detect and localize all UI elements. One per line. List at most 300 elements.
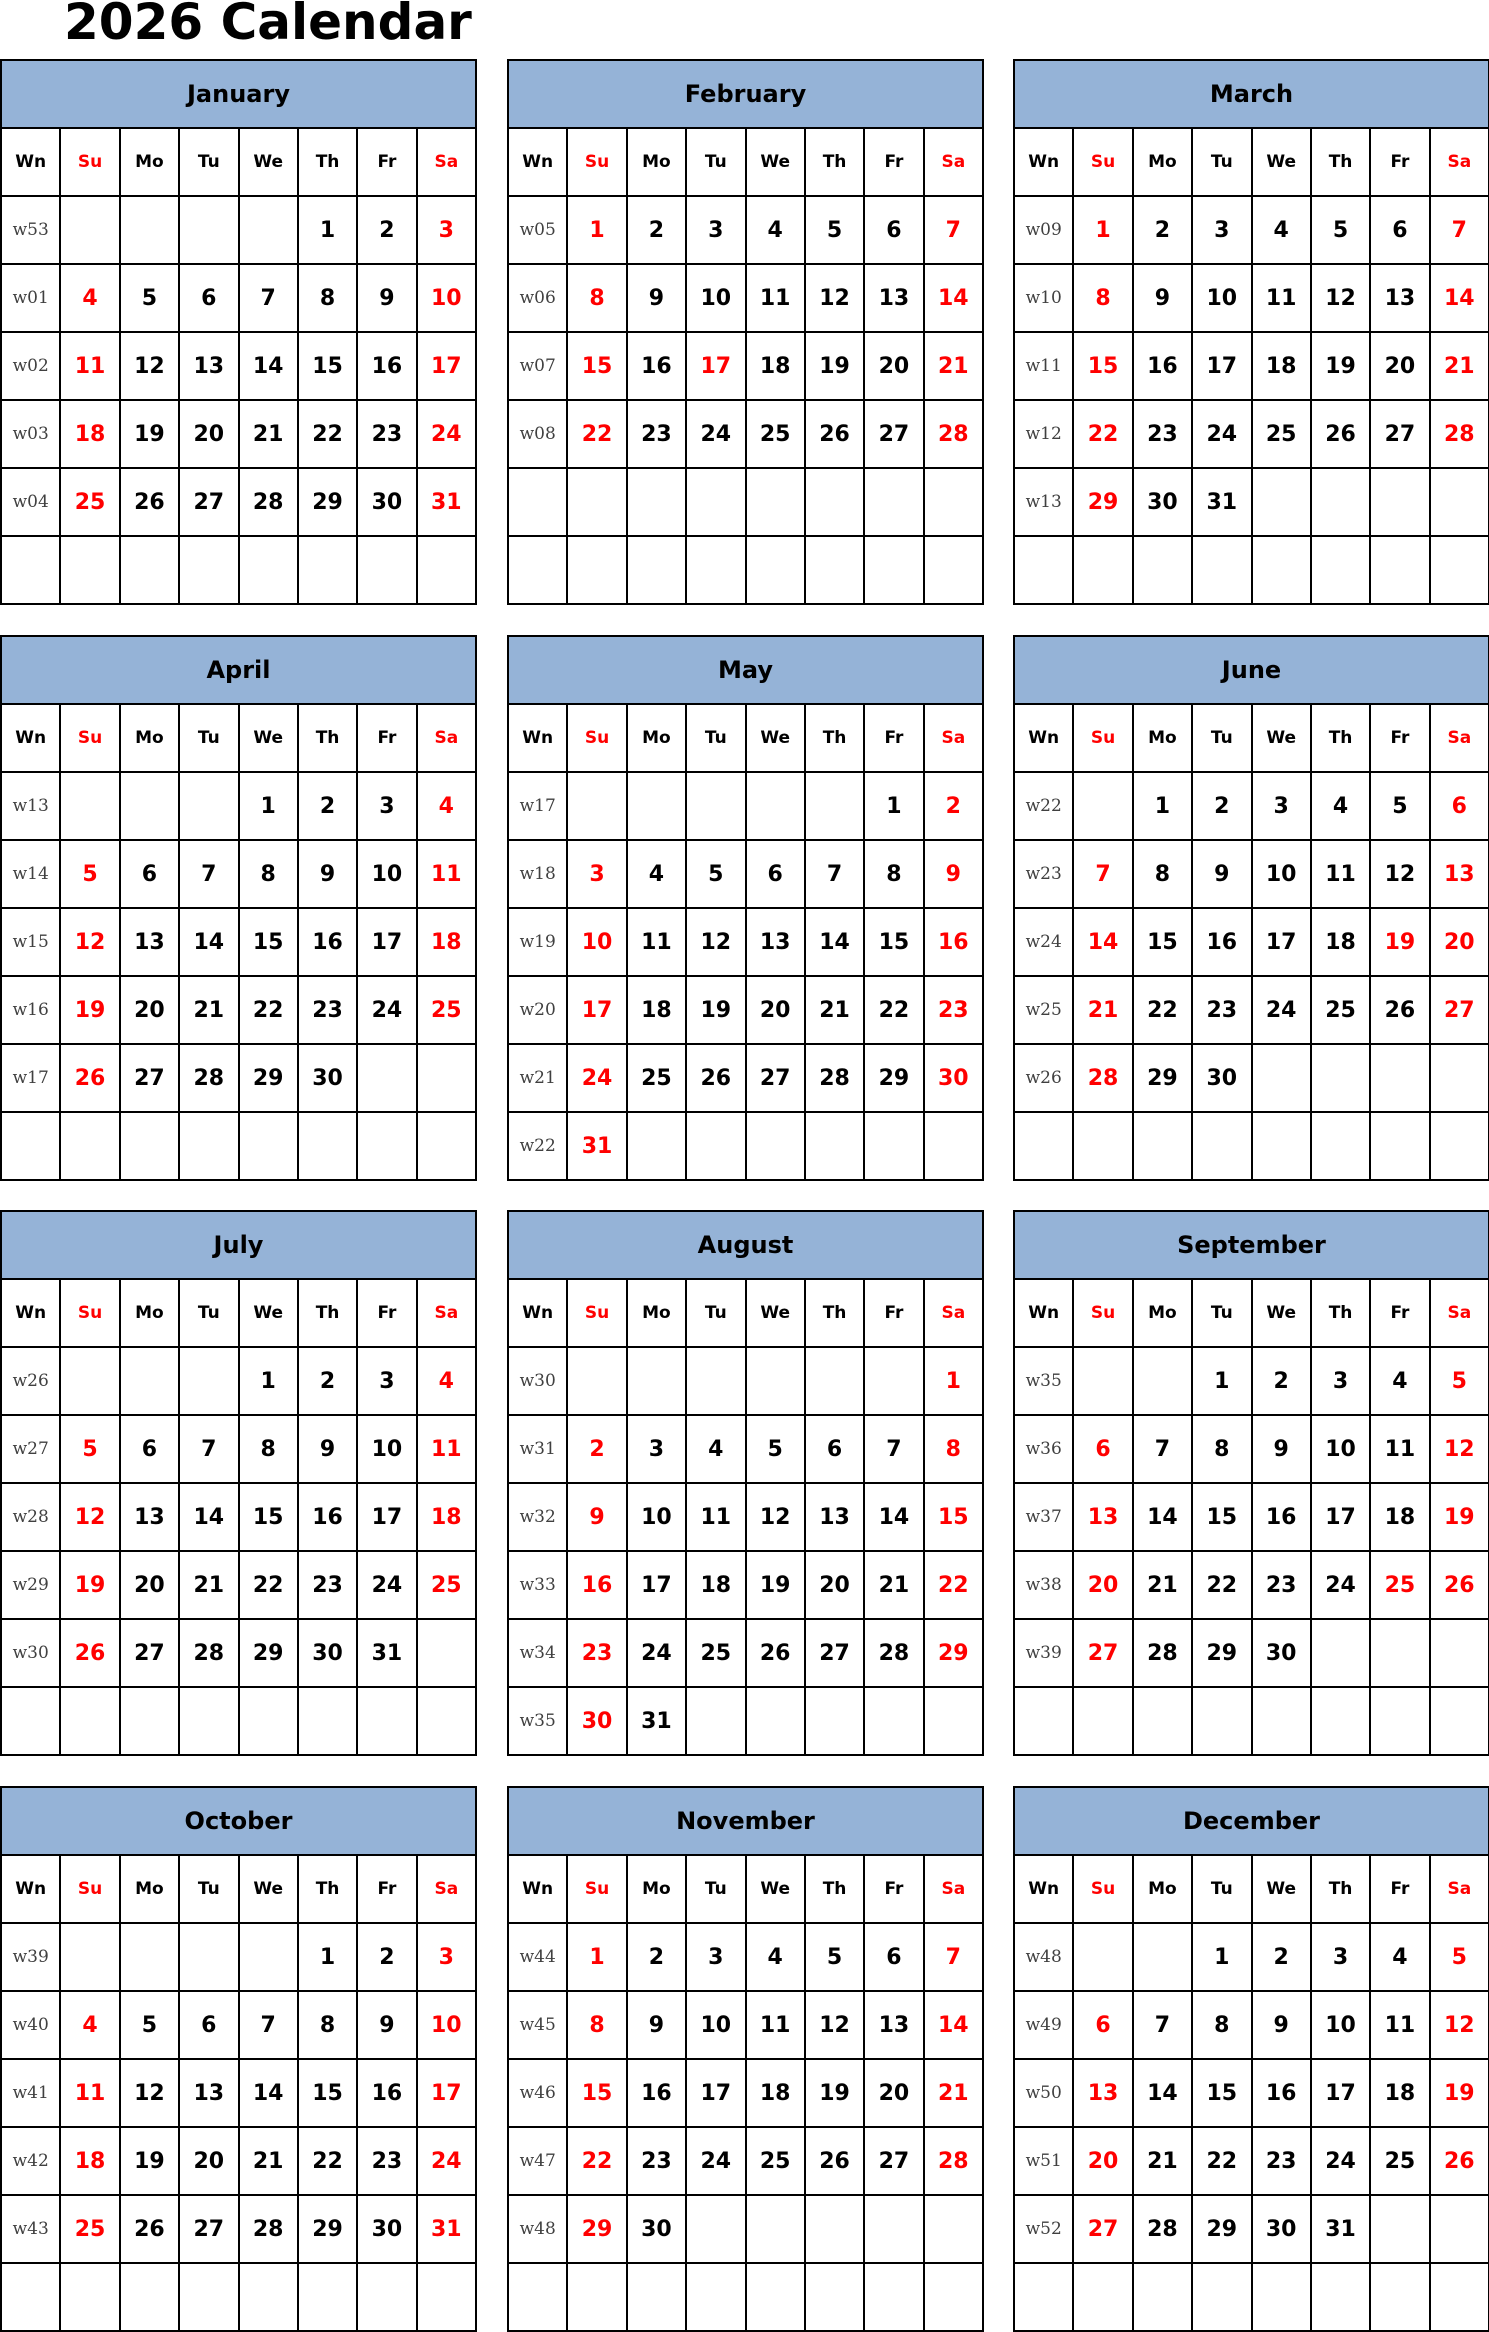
day-cell: 3 <box>627 1415 686 1483</box>
day-cell: 17 <box>627 1551 686 1619</box>
week-row <box>508 2059 983 2127</box>
day-cell: 7 <box>805 840 864 908</box>
day-cell: 23 <box>298 976 357 1044</box>
day-cell <box>357 536 416 604</box>
week-number: w20 <box>508 976 567 1044</box>
week-row <box>1014 1415 1489 1483</box>
day-cell: 9 <box>627 264 686 332</box>
day-cell: 23 <box>357 2127 416 2195</box>
weekday-header: Tu <box>1192 704 1251 772</box>
day-cell: 13 <box>746 908 805 976</box>
day-cell: 13 <box>864 264 923 332</box>
weekday-header: Sa <box>417 128 476 196</box>
weekday-header: Th <box>1311 1279 1370 1347</box>
day-cell <box>746 468 805 536</box>
day-cell: 20 <box>120 976 179 1044</box>
day-cell: 29 <box>298 468 357 536</box>
day-cell <box>1073 1112 1132 1180</box>
week-row <box>1 840 476 908</box>
day-cell: 8 <box>1192 1991 1251 2059</box>
week-number: w44 <box>508 1923 567 1991</box>
week-row <box>1 1415 476 1483</box>
day-cell: 7 <box>179 840 238 908</box>
week-row <box>1014 400 1489 468</box>
day-cell: 11 <box>1370 1415 1429 1483</box>
week-row <box>1014 1991 1489 2059</box>
weekday-header: Sa <box>924 128 983 196</box>
month-july <box>0 1210 477 1754</box>
weekday-header: Wn <box>508 128 567 196</box>
weekday-header: Fr <box>357 704 416 772</box>
day-cell <box>120 1347 179 1415</box>
day-cell <box>60 2263 119 2331</box>
day-cell <box>417 1619 476 1687</box>
day-cell: 28 <box>239 468 298 536</box>
day-cell: 25 <box>686 1619 745 1687</box>
weekday-header: Su <box>567 1279 626 1347</box>
day-cell: 21 <box>239 400 298 468</box>
day-cell: 24 <box>567 1044 626 1112</box>
day-cell <box>1133 2263 1192 2331</box>
weekday-header: Th <box>805 1855 864 1923</box>
week-number: w27 <box>1 1415 60 1483</box>
day-cell: 16 <box>627 2059 686 2127</box>
day-cell <box>864 2263 923 2331</box>
day-cell: 1 <box>239 772 298 840</box>
day-cell: 17 <box>1311 2059 1370 2127</box>
day-cell: 19 <box>60 976 119 1044</box>
week-number: w30 <box>508 1347 567 1415</box>
day-cell <box>60 1347 119 1415</box>
day-cell: 30 <box>1192 1044 1251 1112</box>
day-cell: 26 <box>120 2195 179 2263</box>
day-cell: 14 <box>1133 2059 1192 2127</box>
day-cell <box>179 2263 238 2331</box>
day-cell: 11 <box>60 332 119 400</box>
day-cell <box>1252 2263 1311 2331</box>
day-cell: 23 <box>1133 400 1192 468</box>
week-number: w04 <box>1 468 60 536</box>
day-cell: 15 <box>1133 908 1192 976</box>
day-cell <box>1430 1112 1489 1180</box>
week-number: w40 <box>1 1991 60 2059</box>
weekday-header: Sa <box>417 704 476 772</box>
day-cell <box>298 1112 357 1180</box>
day-cell: 16 <box>627 332 686 400</box>
day-cell: 12 <box>1311 264 1370 332</box>
week-number: w37 <box>1014 1483 1073 1551</box>
day-cell: 11 <box>60 2059 119 2127</box>
weekday-header: Fr <box>864 128 923 196</box>
day-cell: 30 <box>627 2195 686 2263</box>
day-cell <box>686 1687 745 1755</box>
day-cell: 9 <box>298 1415 357 1483</box>
day-cell: 8 <box>1073 264 1132 332</box>
month-table <box>507 635 984 1181</box>
day-cell <box>1370 1687 1429 1755</box>
day-cell: 24 <box>1252 976 1311 1044</box>
day-cell: 8 <box>567 264 626 332</box>
day-cell: 3 <box>567 840 626 908</box>
day-cell: 24 <box>1311 2127 1370 2195</box>
day-cell <box>864 1687 923 1755</box>
day-cell: 23 <box>627 2127 686 2195</box>
month-name: September <box>1014 1211 1489 1279</box>
weekday-header: Wn <box>508 1279 567 1347</box>
day-cell <box>1311 536 1370 604</box>
day-cell: 10 <box>1311 1991 1370 2059</box>
day-cell: 19 <box>1430 1483 1489 1551</box>
day-cell: 26 <box>805 400 864 468</box>
day-cell <box>60 1923 119 1991</box>
day-cell: 8 <box>864 840 923 908</box>
week-row <box>1 772 476 840</box>
day-cell: 27 <box>805 1619 864 1687</box>
day-cell <box>805 2195 864 2263</box>
week-row <box>508 536 983 604</box>
day-cell: 14 <box>805 908 864 976</box>
day-cell: 17 <box>686 2059 745 2127</box>
day-cell: 16 <box>1192 908 1251 976</box>
day-cell: 14 <box>1133 1483 1192 1551</box>
weekday-header: Th <box>805 1279 864 1347</box>
day-cell: 14 <box>924 1991 983 2059</box>
day-cell: 20 <box>864 2059 923 2127</box>
day-cell: 15 <box>567 2059 626 2127</box>
weekday-header: Su <box>567 704 626 772</box>
weekday-header: Mo <box>1133 1855 1192 1923</box>
day-cell <box>686 2263 745 2331</box>
day-cell <box>567 536 626 604</box>
weekday-header: Su <box>60 128 119 196</box>
weekday-header: Wn <box>1014 128 1073 196</box>
day-cell <box>746 1347 805 1415</box>
day-cell: 9 <box>1133 264 1192 332</box>
week-row <box>508 976 983 1044</box>
day-cell <box>746 536 805 604</box>
day-cell: 28 <box>864 1619 923 1687</box>
day-cell: 10 <box>567 908 626 976</box>
day-cell <box>627 2263 686 2331</box>
weekday-header: Su <box>1073 1279 1132 1347</box>
day-cell: 1 <box>1073 196 1132 264</box>
week-number: w51 <box>1014 2127 1073 2195</box>
week-number: w16 <box>1 976 60 1044</box>
weekday-header: Fr <box>864 704 923 772</box>
day-cell: 13 <box>864 1991 923 2059</box>
day-cell: 3 <box>417 196 476 264</box>
day-cell: 2 <box>627 1923 686 1991</box>
day-cell: 31 <box>1192 468 1251 536</box>
day-cell <box>746 2263 805 2331</box>
week-row <box>508 1551 983 1619</box>
weekday-header: We <box>746 1855 805 1923</box>
day-cell: 4 <box>746 196 805 264</box>
day-cell <box>239 1923 298 1991</box>
week-row <box>1014 976 1489 1044</box>
day-cell <box>1073 1687 1132 1755</box>
day-cell <box>1311 2263 1370 2331</box>
day-cell: 3 <box>686 196 745 264</box>
week-number: w34 <box>508 1619 567 1687</box>
day-cell: 2 <box>1252 1347 1311 1415</box>
day-cell: 5 <box>1370 772 1429 840</box>
day-cell <box>1370 1619 1429 1687</box>
day-cell: 3 <box>1311 1923 1370 1991</box>
day-cell: 5 <box>746 1415 805 1483</box>
day-cell: 17 <box>417 2059 476 2127</box>
day-cell <box>1252 1044 1311 1112</box>
week-number: w46 <box>508 2059 567 2127</box>
day-cell: 6 <box>179 1991 238 2059</box>
week-row <box>1 1483 476 1551</box>
day-cell <box>1370 1044 1429 1112</box>
week-number: w36 <box>1014 1415 1073 1483</box>
week-row <box>1014 1112 1489 1180</box>
weekday-header: Tu <box>179 1279 238 1347</box>
day-cell: 19 <box>805 332 864 400</box>
day-cell: 18 <box>417 908 476 976</box>
day-cell: 25 <box>746 400 805 468</box>
day-cell: 10 <box>357 1415 416 1483</box>
day-cell: 11 <box>1370 1991 1429 2059</box>
week-number: w15 <box>1 908 60 976</box>
day-cell <box>1430 1044 1489 1112</box>
day-cell: 22 <box>864 976 923 1044</box>
day-cell: 29 <box>1192 1619 1251 1687</box>
day-cell: 16 <box>298 1483 357 1551</box>
day-cell: 26 <box>1370 976 1429 1044</box>
month-october <box>0 1786 477 2330</box>
week-number <box>508 2263 567 2331</box>
day-cell: 25 <box>1370 1551 1429 1619</box>
weekday-header: Su <box>1073 704 1132 772</box>
day-cell: 28 <box>1430 400 1489 468</box>
day-cell: 5 <box>1430 1923 1489 1991</box>
day-cell: 18 <box>746 2059 805 2127</box>
weekday-header: Sa <box>924 704 983 772</box>
week-number: w35 <box>508 1687 567 1755</box>
day-cell <box>805 2263 864 2331</box>
day-cell: 4 <box>686 1415 745 1483</box>
day-cell <box>417 1112 476 1180</box>
weekday-header: Mo <box>1133 704 1192 772</box>
day-cell: 7 <box>924 1923 983 1991</box>
week-row <box>1014 1923 1489 1991</box>
day-cell <box>357 2263 416 2331</box>
day-cell: 24 <box>627 1619 686 1687</box>
weekday-header: Mo <box>627 128 686 196</box>
day-cell: 27 <box>1073 2195 1132 2263</box>
day-cell <box>417 1044 476 1112</box>
day-cell: 15 <box>864 908 923 976</box>
day-cell: 6 <box>1073 1415 1132 1483</box>
month-table <box>0 59 477 605</box>
weekday-header: We <box>1252 1855 1311 1923</box>
weekday-header: Th <box>1311 1855 1370 1923</box>
day-cell: 5 <box>120 264 179 332</box>
week-number: w48 <box>1014 1923 1073 1991</box>
day-cell: 11 <box>417 840 476 908</box>
weekday-header: Fr <box>1370 1279 1429 1347</box>
day-cell <box>120 1112 179 1180</box>
month-name: December <box>1014 1787 1489 1855</box>
day-cell: 24 <box>357 1551 416 1619</box>
weekday-header: We <box>1252 1279 1311 1347</box>
day-cell <box>864 1347 923 1415</box>
day-cell <box>746 772 805 840</box>
week-row <box>1 2195 476 2263</box>
day-cell: 22 <box>1133 976 1192 1044</box>
week-row <box>508 1923 983 1991</box>
week-row <box>508 332 983 400</box>
day-cell: 15 <box>924 1483 983 1551</box>
month-name: April <box>1 636 476 704</box>
day-cell <box>864 536 923 604</box>
day-cell <box>179 196 238 264</box>
week-row <box>1 1551 476 1619</box>
day-cell <box>1252 536 1311 604</box>
week-row <box>1014 908 1489 976</box>
week-row <box>1 1347 476 1415</box>
day-cell: 1 <box>298 196 357 264</box>
day-cell: 22 <box>1073 400 1132 468</box>
day-cell <box>179 1112 238 1180</box>
day-cell: 20 <box>864 332 923 400</box>
month-january <box>0 59 477 603</box>
day-cell <box>1430 2195 1489 2263</box>
week-row <box>1014 1347 1489 1415</box>
day-cell: 21 <box>179 1551 238 1619</box>
day-cell <box>1430 1619 1489 1687</box>
week-row <box>1 536 476 604</box>
day-cell <box>298 536 357 604</box>
day-cell: 7 <box>239 1991 298 2059</box>
day-cell: 21 <box>1430 332 1489 400</box>
day-cell <box>627 1112 686 1180</box>
week-number <box>1 1112 60 1180</box>
day-cell <box>805 772 864 840</box>
month-june <box>1013 635 1489 1179</box>
weekday-header: Su <box>60 1855 119 1923</box>
day-cell: 4 <box>417 772 476 840</box>
day-cell: 19 <box>60 1551 119 1619</box>
day-cell: 11 <box>1252 264 1311 332</box>
day-cell: 22 <box>239 1551 298 1619</box>
day-cell <box>1311 1112 1370 1180</box>
weekday-header: Mo <box>120 1279 179 1347</box>
day-cell <box>924 1687 983 1755</box>
weekday-header: Sa <box>417 1279 476 1347</box>
day-cell: 12 <box>120 332 179 400</box>
week-row <box>1 1112 476 1180</box>
day-cell: 10 <box>1192 264 1251 332</box>
week-number: w42 <box>1 2127 60 2195</box>
day-cell: 23 <box>924 976 983 1044</box>
day-cell: 16 <box>567 1551 626 1619</box>
day-cell: 14 <box>864 1483 923 1551</box>
day-cell: 6 <box>1073 1991 1132 2059</box>
week-number: w25 <box>1014 976 1073 1044</box>
day-cell: 20 <box>805 1551 864 1619</box>
weekday-header: Su <box>60 1279 119 1347</box>
weekday-header: We <box>239 704 298 772</box>
week-row <box>508 2263 983 2331</box>
day-cell: 29 <box>924 1619 983 1687</box>
weekday-header: Fr <box>864 1855 923 1923</box>
week-number: w03 <box>1 400 60 468</box>
day-cell: 31 <box>417 468 476 536</box>
week-number <box>1 1687 60 1755</box>
day-cell <box>686 468 745 536</box>
day-cell: 12 <box>1370 840 1429 908</box>
day-cell: 4 <box>1370 1923 1429 1991</box>
month-name: October <box>1 1787 476 1855</box>
week-row <box>1014 2059 1489 2127</box>
day-cell <box>686 772 745 840</box>
day-cell: 26 <box>60 1044 119 1112</box>
day-cell: 19 <box>1430 2059 1489 2127</box>
day-cell: 12 <box>1430 1991 1489 2059</box>
day-cell: 5 <box>60 1415 119 1483</box>
week-row <box>508 2127 983 2195</box>
day-cell <box>239 1112 298 1180</box>
day-cell: 29 <box>864 1044 923 1112</box>
day-cell <box>1133 1112 1192 1180</box>
day-cell: 17 <box>1311 1483 1370 1551</box>
weekday-header: Su <box>567 128 626 196</box>
day-cell: 13 <box>179 332 238 400</box>
day-cell: 18 <box>60 400 119 468</box>
day-cell: 25 <box>627 1044 686 1112</box>
day-cell: 5 <box>60 840 119 908</box>
day-cell <box>864 1112 923 1180</box>
day-cell: 17 <box>357 908 416 976</box>
day-cell: 17 <box>357 1483 416 1551</box>
day-cell: 28 <box>805 1044 864 1112</box>
weekday-header: Tu <box>686 1855 745 1923</box>
week-number: w17 <box>1 1044 60 1112</box>
week-row <box>1014 2263 1489 2331</box>
week-row <box>508 196 983 264</box>
day-cell <box>1192 1687 1251 1755</box>
day-cell <box>805 536 864 604</box>
day-cell <box>1370 2263 1429 2331</box>
day-cell <box>239 1687 298 1755</box>
day-cell: 16 <box>1252 1483 1311 1551</box>
day-cell <box>120 1687 179 1755</box>
week-row <box>508 1112 983 1180</box>
day-cell <box>1430 536 1489 604</box>
day-cell <box>924 468 983 536</box>
day-cell: 22 <box>567 400 626 468</box>
day-cell: 11 <box>686 1483 745 1551</box>
week-number: w38 <box>1014 1551 1073 1619</box>
day-cell: 11 <box>627 908 686 976</box>
week-row <box>508 1687 983 1755</box>
day-cell <box>120 2263 179 2331</box>
weekday-header: Fr <box>1370 1855 1429 1923</box>
day-cell: 26 <box>120 468 179 536</box>
day-cell: 28 <box>179 1044 238 1112</box>
day-cell: 26 <box>1430 2127 1489 2195</box>
day-cell <box>686 1347 745 1415</box>
day-cell <box>1252 1687 1311 1755</box>
weekday-header: Sa <box>1430 1855 1489 1923</box>
day-cell: 18 <box>60 2127 119 2195</box>
day-cell <box>239 536 298 604</box>
day-cell: 13 <box>1370 264 1429 332</box>
